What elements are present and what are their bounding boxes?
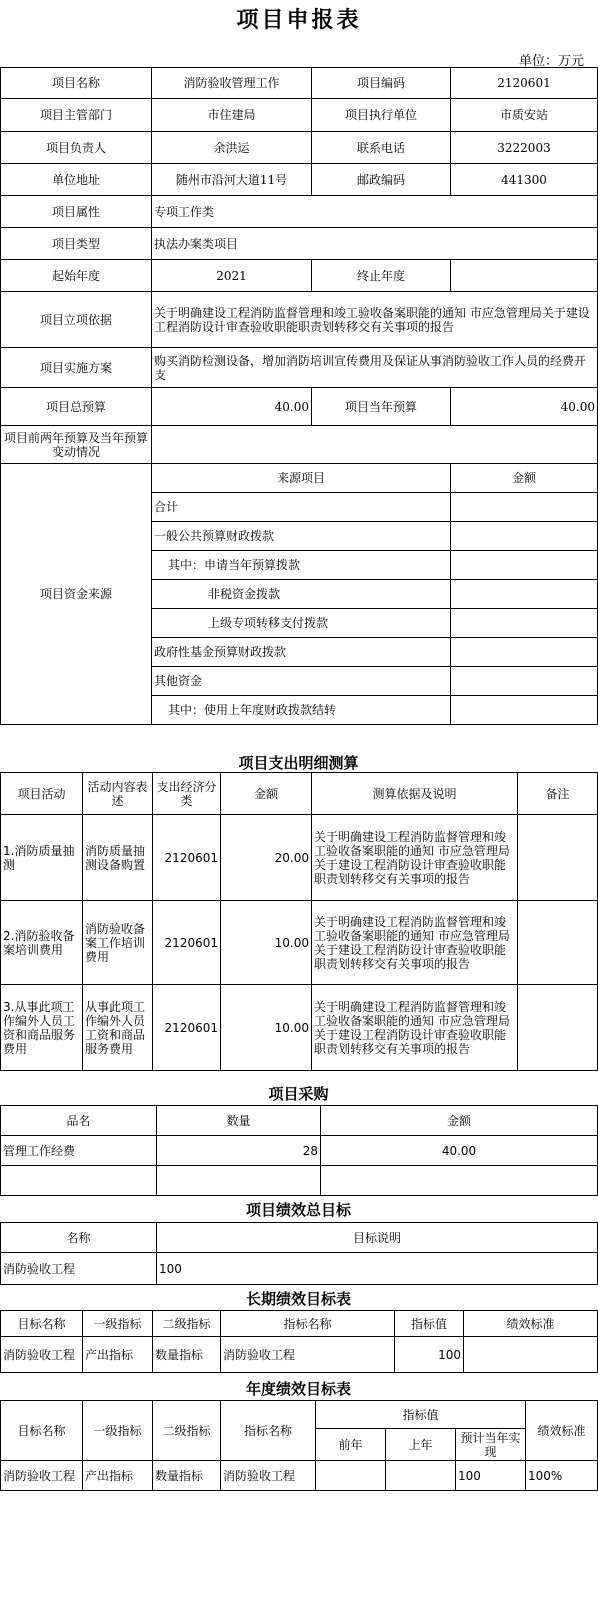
dept-value: 市住建局 bbox=[152, 99, 312, 132]
annual-l1: 产出指标 bbox=[83, 1461, 153, 1491]
annual-sub-cur: 预计当年实现 bbox=[456, 1429, 526, 1461]
purchase-qty bbox=[157, 1166, 321, 1196]
basis-label: 项目立项依据 bbox=[1, 292, 152, 348]
exec-unit-value: 市质安站 bbox=[451, 99, 598, 132]
annual-heading: 年度绩效目标表 bbox=[245, 1380, 351, 1398]
end-year-value bbox=[451, 260, 598, 292]
detail-basis: 关于明确建设工程消防监督管理和竣工验收备案职能的通知 市应急管理局关于建设工程消防设计审查验收职能职责划转移交有关事项的报告 bbox=[312, 985, 518, 1071]
long-col-l1: 一级指标 bbox=[83, 1311, 153, 1337]
funds-amount bbox=[451, 551, 598, 580]
funds-row: 合计 bbox=[152, 493, 451, 522]
purchase-table bbox=[0, 1105, 598, 1196]
detail-col-basis: 测算依据及说明 bbox=[312, 773, 518, 815]
dept-label: 项目主管部门 bbox=[1, 99, 152, 132]
purchase-name bbox=[1, 1166, 157, 1196]
long-col-std: 绩效标准 bbox=[464, 1311, 598, 1337]
zip-label: 邮政编码 bbox=[312, 164, 451, 196]
project-name-label: 项目名称 bbox=[1, 68, 152, 99]
long-term-table bbox=[0, 1310, 598, 1373]
long-l1: 产出指标 bbox=[83, 1337, 153, 1373]
purchase-name: 管理工作经费 bbox=[1, 1136, 157, 1166]
project-code-value: 2120601 bbox=[451, 68, 598, 99]
detail-heading: 项目支出明细测算 bbox=[238, 754, 359, 772]
annual-col-value: 指标值 bbox=[316, 1401, 526, 1429]
funds-col-amount: 金额 bbox=[451, 464, 598, 493]
annual-sub-prev2: 前年 bbox=[316, 1429, 386, 1461]
funds-row: 其中：使用上年度财政拨款结转 bbox=[152, 696, 451, 725]
goal-name: 消防验收工程 bbox=[1, 1253, 157, 1285]
annual-goal: 消防验收工程 bbox=[1, 1461, 83, 1491]
total-budget-label: 项目总预算 bbox=[1, 388, 152, 426]
funds-amount bbox=[451, 667, 598, 696]
purchase-amount bbox=[321, 1166, 598, 1196]
funds-row: 其中：申请当年预算拨款 bbox=[152, 551, 451, 580]
detail-col-note: 备注 bbox=[518, 773, 598, 815]
detail-col-class: 支出经济分类 bbox=[153, 773, 221, 815]
funds-row: 其他资金 bbox=[152, 667, 451, 696]
funds-row: 一般公共预算财政拨款 bbox=[152, 522, 451, 551]
annual-prev1 bbox=[386, 1461, 456, 1491]
funds-source-label: 项目资金来源 bbox=[1, 464, 152, 725]
year-budget-value: 40.00 bbox=[451, 388, 598, 426]
purchase-col-name: 品名 bbox=[1, 1106, 157, 1136]
long-col-goal: 目标名称 bbox=[1, 1311, 83, 1337]
detail-activity: 3.从事此项工作编外人员工资和商品服务费用 bbox=[1, 985, 83, 1071]
exec-unit-label: 项目执行单位 bbox=[312, 99, 451, 132]
detail-activity: 1.消防质量抽测 bbox=[1, 815, 83, 901]
page-title: 项目申报表 bbox=[236, 7, 362, 33]
annual-std: 100% bbox=[526, 1461, 598, 1491]
funds-amount bbox=[451, 493, 598, 522]
type-label: 项目类型 bbox=[1, 228, 152, 260]
total-budget-value: 40.00 bbox=[152, 388, 312, 426]
purchase-qty: 28 bbox=[157, 1136, 321, 1166]
purchase-heading: 项目采购 bbox=[268, 1085, 329, 1103]
annual-col-l2: 二级指标 bbox=[153, 1401, 221, 1461]
address-value: 随州市沿河大道11号 bbox=[152, 164, 312, 196]
detail-class: 2120601 bbox=[153, 815, 221, 901]
detail-amount: 20.00 bbox=[221, 815, 312, 901]
long-col-l2: 二级指标 bbox=[153, 1311, 221, 1337]
annual-cur: 100 bbox=[456, 1461, 526, 1491]
detail-content: 消防验收备案工作培训费用 bbox=[83, 901, 153, 985]
type-value: 执法办案类项目 bbox=[152, 228, 598, 260]
start-year-label: 起始年度 bbox=[1, 260, 152, 292]
detail-note bbox=[518, 901, 598, 985]
year-budget-label: 项目当年预算 bbox=[312, 388, 451, 426]
long-col-name: 指标名称 bbox=[221, 1311, 395, 1337]
detail-class: 2120601 bbox=[153, 985, 221, 1071]
project-name-value: 消防验收管理工作 bbox=[152, 68, 312, 99]
annual-sub-prev1: 上年 bbox=[386, 1429, 456, 1461]
detail-activity: 2.消防验收备案培训费用 bbox=[1, 901, 83, 985]
plan-label: 项目实施方案 bbox=[1, 348, 152, 388]
detail-col-amount: 金额 bbox=[221, 773, 312, 815]
phone-value: 3222003 bbox=[451, 132, 598, 164]
funds-amount bbox=[451, 696, 598, 725]
funds-col-source: 来源项目 bbox=[152, 464, 451, 493]
purchase-col-amount: 金额 bbox=[321, 1106, 598, 1136]
funds-amount bbox=[451, 522, 598, 551]
long-col-value: 指标值 bbox=[395, 1311, 464, 1337]
funds-amount bbox=[451, 638, 598, 667]
purchase-col-qty: 数量 bbox=[157, 1106, 321, 1136]
prev-budget-value bbox=[152, 426, 598, 464]
annual-l2: 数量指标 bbox=[153, 1461, 221, 1491]
detail-table bbox=[0, 772, 598, 1071]
address-label: 单位地址 bbox=[1, 164, 152, 196]
basis-value: 关于明确建设工程消防监督管理和竣工验收备案职能的通知 市应急管理局关于建设工程消防设计审查验收职能职责划转移交有关事项的报告 bbox=[152, 292, 598, 348]
detail-note bbox=[518, 985, 598, 1071]
annual-table bbox=[0, 1400, 598, 1491]
detail-class: 2120601 bbox=[153, 901, 221, 985]
attribute-label: 项目属性 bbox=[1, 196, 152, 228]
funds-row: 非税资金拨款 bbox=[152, 580, 451, 609]
unit-label: 单位：万元 bbox=[518, 54, 584, 69]
project-info-table bbox=[0, 67, 598, 725]
goal-col-desc: 目标说明 bbox=[157, 1223, 598, 1253]
prev-budget-label: 项目前两年预算及当年预算变动情况 bbox=[1, 426, 152, 464]
detail-amount: 10.00 bbox=[221, 985, 312, 1071]
end-year-label: 终止年度 bbox=[312, 260, 451, 292]
annual-col-l1: 一级指标 bbox=[83, 1401, 153, 1461]
goal-table bbox=[0, 1222, 598, 1285]
annual-col-name: 指标名称 bbox=[221, 1401, 316, 1461]
detail-note bbox=[518, 815, 598, 901]
leader-label: 项目负责人 bbox=[1, 132, 152, 164]
phone-label: 联系电话 bbox=[312, 132, 451, 164]
long-value: 100 bbox=[395, 1337, 464, 1373]
purchase-amount: 40.00 bbox=[321, 1136, 598, 1166]
leader-value: 余洪运 bbox=[152, 132, 312, 164]
long-name: 消防验收工程 bbox=[221, 1337, 395, 1373]
long-goal: 消防验收工程 bbox=[1, 1337, 83, 1373]
goal-heading: 项目绩效总目标 bbox=[245, 1201, 351, 1219]
annual-name: 消防验收工程 bbox=[221, 1461, 316, 1491]
long-term-heading: 长期绩效目标表 bbox=[245, 1290, 351, 1308]
detail-basis: 关于明确建设工程消防监督管理和竣工验收备案职能的通知 市应急管理局关于建设工程消防设计审查验收职能职责划转移交有关事项的报告 bbox=[312, 815, 518, 901]
funds-row: 上级专项转移支付拨款 bbox=[152, 609, 451, 638]
start-year-value: 2021 bbox=[152, 260, 312, 292]
detail-col-content: 活动内容表述 bbox=[83, 773, 153, 815]
goal-col-name: 名称 bbox=[1, 1223, 157, 1253]
goal-desc: 100 bbox=[157, 1253, 598, 1285]
project-code-label: 项目编码 bbox=[312, 68, 451, 99]
zip-value: 441300 bbox=[451, 164, 598, 196]
detail-content: 从事此项工作编外人员工资和商品服务费用 bbox=[83, 985, 153, 1071]
long-std bbox=[464, 1337, 598, 1373]
plan-value: 购买消防检测设备，增加消防培训宣传费用及保证从事消防验收工作人员的经费开支 bbox=[152, 348, 598, 388]
annual-prev2 bbox=[316, 1461, 386, 1491]
detail-amount: 10.00 bbox=[221, 901, 312, 985]
annual-col-std: 绩效标准 bbox=[526, 1401, 598, 1461]
detail-basis: 关于明确建设工程消防监督管理和竣工验收备案职能的通知 市应急管理局关于建设工程消防设计审查验收职能职责划转移交有关事项的报告 bbox=[312, 901, 518, 985]
funds-row: 政府性基金预算财政拨款 bbox=[152, 638, 451, 667]
annual-col-goal: 目标名称 bbox=[1, 1401, 83, 1461]
funds-amount bbox=[451, 580, 598, 609]
funds-amount bbox=[451, 609, 598, 638]
attribute-value: 专项工作类 bbox=[152, 196, 598, 228]
detail-col-activity: 项目活动 bbox=[1, 773, 83, 815]
detail-content: 消防质量抽测设备购置 bbox=[83, 815, 153, 901]
long-l2: 数量指标 bbox=[153, 1337, 221, 1373]
